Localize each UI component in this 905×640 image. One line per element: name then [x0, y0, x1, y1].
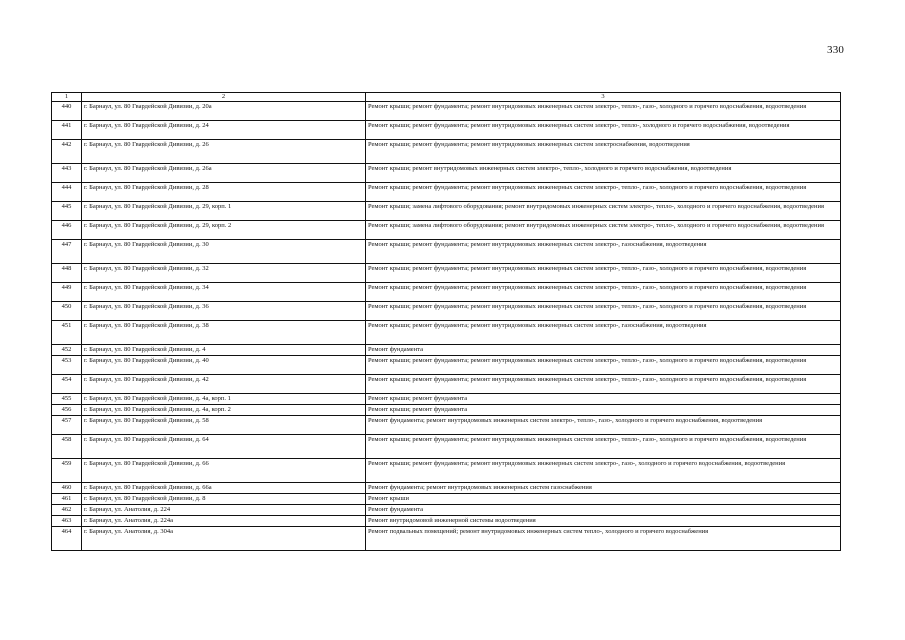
row-works: Ремонт фундамента: [366, 345, 841, 356]
row-number: 445: [52, 202, 82, 221]
row-number: 453: [52, 356, 82, 375]
row-works: Ремонт крыши; ремонт фундамента; ремонт внутридомовых инженерных систем электро-, тепло-, холодного и горячего водоснабжения, водоотведения: [366, 121, 841, 140]
table-row: [52, 459, 841, 483]
table-row: [52, 283, 841, 302]
row-works: Ремонт крыши; ремонт фундамента: [366, 394, 841, 405]
column-header-address: 2: [82, 93, 366, 102]
table-row: [52, 483, 841, 494]
row-works: Ремонт крыши: [366, 494, 841, 505]
table-row: [52, 221, 841, 240]
row-number: 444: [52, 183, 82, 202]
row-number: 446: [52, 221, 82, 240]
row-number: 460: [52, 483, 82, 494]
row-works: Ремонт крыши; ремонт фундамента; ремонт внутридомовых инженерных систем электро-, газоснабжения, водоотведения: [366, 240, 841, 264]
row-address: г. Барнаул, ул. 80 Гвардейской Дивизии, д. 24: [82, 121, 366, 140]
row-works: Ремонт фундамента; ремонт внутридомовых инженерных систем газоснабжения: [366, 483, 841, 494]
row-number: 458: [52, 435, 82, 459]
row-address: г. Барнаул, ул. Анатолия, д. 224: [82, 505, 366, 516]
row-address: г. Барнаул, ул. Анатолия, д. 304а: [82, 527, 366, 551]
row-number: 462: [52, 505, 82, 516]
repair-register-table: [51, 92, 841, 551]
table-row: [52, 505, 841, 516]
row-address: г. Барнаул, ул. 80 Гвардейской Дивизии, д. 30: [82, 240, 366, 264]
row-address: г. Барнаул, ул. 80 Гвардейской Дивизии, д. 28: [82, 183, 366, 202]
page-number: 330: [827, 44, 845, 56]
table-row: [52, 356, 841, 375]
row-works: Ремонт крыши; ремонт фундамента; ремонт внутридомовых инженерных систем электро-, тепло-, газо-, холодного и горячего водоснабжения, водоотведения: [366, 435, 841, 459]
row-works: Ремонт фундамента: [366, 505, 841, 516]
row-address: г. Барнаул, ул. 80 Гвардейской Дивизии, д. 26а: [82, 164, 366, 183]
row-address: г. Барнаул, ул. 80 Гвардейской Дивизии, д. 34: [82, 283, 366, 302]
row-works: Ремонт крыши; ремонт фундамента; ремонт внутридомовых инженерных систем электро-, газоснабжения, водоотведения: [366, 321, 841, 345]
table-row: [52, 494, 841, 505]
row-address: г. Барнаул, ул. 80 Гвардейской Дивизии, д. 36: [82, 302, 366, 321]
table-row: [52, 183, 841, 202]
table-header-row: [52, 93, 841, 102]
row-works: Ремонт крыши; ремонт фундамента; ремонт внутридомовых инженерных систем электро-, тепло-, газо-, холодного и горячего водоснабжения, водоотведения: [366, 183, 841, 202]
row-number: 459: [52, 459, 82, 483]
row-address: г. Барнаул, ул. 80 Гвардейской Дивизии, д. 66: [82, 459, 366, 483]
table-row: [52, 140, 841, 164]
row-works: Ремонт крыши; ремонт фундамента; ремонт внутридомовых инженерных систем электро-, тепло-, газо-, холодного и горячего водоснабжения, водоотведения: [366, 375, 841, 394]
table-row: [52, 516, 841, 527]
row-address: г. Барнаул, ул. 80 Гвардейской Дивизии, д. 20а: [82, 102, 366, 121]
row-works: Ремонт крыши; ремонт фундамента; ремонт внутридомовых инженерных систем электро-, тепло-, газо-, холодного и горячего водоснабжения, водоотведения: [366, 102, 841, 121]
table-row: [52, 527, 841, 551]
row-works: Ремонт крыши; ремонт фундамента; ремонт внутридомовых инженерных систем электро-, газо-, холодного и горячего водоснабжения, водоотведения: [366, 459, 841, 483]
row-address: г. Барнаул, ул. 80 Гвардейской Дивизии, д. 64: [82, 435, 366, 459]
table-row: [52, 264, 841, 283]
row-number: 454: [52, 375, 82, 394]
row-address: г. Барнаул, ул. 80 Гвардейской Дивизии, д. 58: [82, 416, 366, 435]
row-works: Ремонт фундамента; ремонт внутридомовых инженерных систем электро-, тепло-, газо-, холодного и горячего водоснабжения, водоотведения: [366, 416, 841, 435]
table-row: [52, 345, 841, 356]
table-row: [52, 435, 841, 459]
table-row: [52, 121, 841, 140]
row-address: г. Барнаул, ул. Анатолия, д. 224а: [82, 516, 366, 527]
row-address: г. Барнаул, ул. 80 Гвардейской Дивизии, д. 66а: [82, 483, 366, 494]
row-address: г. Барнаул, ул. 80 Гвардейской Дивизии, д. 4а, корп. 1: [82, 394, 366, 405]
row-works: Ремонт крыши; ремонт фундамента; ремонт внутридомовых инженерных систем электро-, тепло-, газо-, холодного и горячего водоснабжения, водоотведения: [366, 283, 841, 302]
row-number: 457: [52, 416, 82, 435]
row-works: Ремонт крыши; замена лифтового оборудования; ремонт внутридомовых инженерных систем электро-, тепло-, холодного и горячего водоснабжения, водоотведения: [366, 221, 841, 240]
table-row: [52, 302, 841, 321]
row-number: 442: [52, 140, 82, 164]
row-address: г. Барнаул, ул. 80 Гвардейской Дивизии, д. 26: [82, 140, 366, 164]
row-address: г. Барнаул, ул. 80 Гвардейской Дивизии, д. 29, корп. 1: [82, 202, 366, 221]
table-row: [52, 164, 841, 183]
row-number: 461: [52, 494, 82, 505]
row-address: г. Барнаул, ул. 80 Гвардейской Дивизии, д. 40: [82, 356, 366, 375]
table-row: [52, 202, 841, 221]
table-row: [52, 405, 841, 416]
table-row: [52, 416, 841, 435]
table-row: [52, 394, 841, 405]
row-number: 441: [52, 121, 82, 140]
row-address: г. Барнаул, ул. 80 Гвардейской Дивизии, д. 29, корп. 2: [82, 221, 366, 240]
table-row: [52, 375, 841, 394]
row-address: г. Барнаул, ул. 80 Гвардейской Дивизии, д. 38: [82, 321, 366, 345]
row-number: 456: [52, 405, 82, 416]
row-works: Ремонт крыши; ремонт фундамента; ремонт внутридомовых инженерных систем электро-, тепло-, газо-, холодного и горячего водоснабжения, водоотведения: [366, 356, 841, 375]
row-works: Ремонт крыши; ремонт фундамента: [366, 405, 841, 416]
row-number: 449: [52, 283, 82, 302]
row-number: 443: [52, 164, 82, 183]
row-works: Ремонт крыши; ремонт фундамента; ремонт внутридомовых инженерных систем электро-, тепло-, газо-, холодного и горячего водоснабжения, водоотведения: [366, 302, 841, 321]
row-number: 447: [52, 240, 82, 264]
row-works: Ремонт крыши; ремонт фундамента; ремонт внутридомовых инженерных систем электро-, тепло-, газо-, холодного и горячего водоснабжения, водоотведения: [366, 264, 841, 283]
row-number: 464: [52, 527, 82, 551]
row-address: г. Барнаул, ул. 80 Гвардейской Дивизии, д. 8: [82, 494, 366, 505]
row-address: г. Барнаул, ул. 80 Гвардейской Дивизии, д. 4: [82, 345, 366, 356]
row-works: Ремонт крыши; ремонт фундамента; ремонт внутридомовых инженерных систем электроснабжения, водоотведения: [366, 140, 841, 164]
row-works: Ремонт крыши; ремонт внутридомовых инженерных систем электро-, тепло-, холодного и горячего водоснабжения, водоотведения: [366, 164, 841, 183]
row-address: г. Барнаул, ул. 80 Гвардейской Дивизии, д. 32: [82, 264, 366, 283]
row-number: 440: [52, 102, 82, 121]
row-address: г. Барнаул, ул. 80 Гвардейской Дивизии, д. 42: [82, 375, 366, 394]
row-works: Ремонт внутридомовой инженерной системы водоотведения: [366, 516, 841, 527]
row-works: Ремонт подвальных помещений; ремонт внутридомовых инженерных систем тепло-, холодного и горячего водоснабжения: [366, 527, 841, 551]
row-number: 448: [52, 264, 82, 283]
row-number: 452: [52, 345, 82, 356]
column-header-works: 3: [366, 93, 841, 102]
row-number: 451: [52, 321, 82, 345]
row-number: 463: [52, 516, 82, 527]
table-row: [52, 102, 841, 121]
column-header-number: 1: [52, 93, 82, 102]
row-number: 450: [52, 302, 82, 321]
row-number: 455: [52, 394, 82, 405]
row-address: г. Барнаул, ул. 80 Гвардейской Дивизии, д. 4а, корп. 2: [82, 405, 366, 416]
row-works: Ремонт крыши; замена лифтового оборудования; ремонт внутридомовых инженерных систем электро-, тепло-, холодного и горячего водоснабжения, водоотведения: [366, 202, 841, 221]
table-row: [52, 321, 841, 345]
table-row: [52, 240, 841, 264]
